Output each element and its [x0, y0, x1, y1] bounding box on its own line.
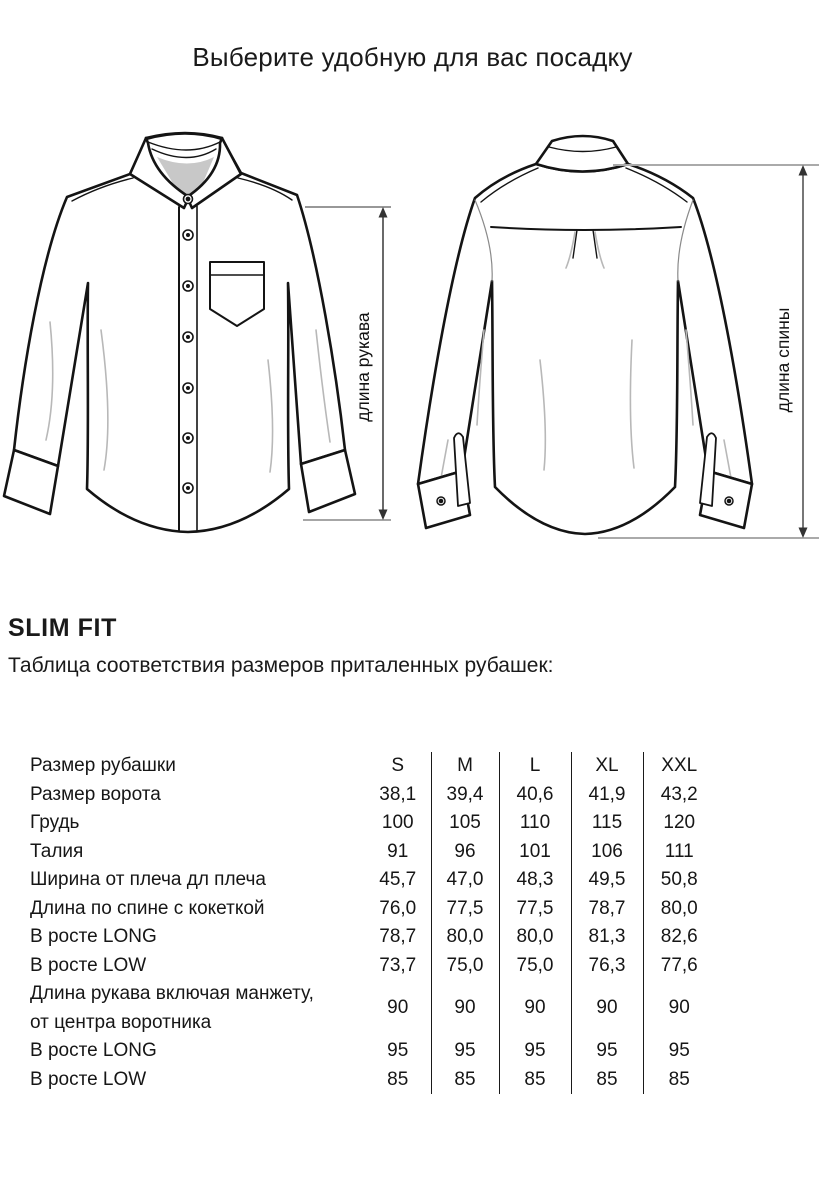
cell-value: 80,0 — [643, 895, 715, 924]
row-label: Грудь — [30, 812, 80, 833]
cell-value: 111 — [643, 838, 715, 867]
cell-value: 80,0 — [431, 923, 499, 952]
size-header-s: S — [391, 755, 405, 776]
row-label-line2: от центра воротника — [30, 1011, 212, 1033]
table-row-sleeve-low — [30, 1066, 715, 1095]
size-table — [30, 752, 715, 1094]
row-label — [30, 980, 365, 1037]
size-header-m: M — [431, 752, 499, 781]
back-length-label: длина спины — [773, 307, 793, 413]
table-row-long — [30, 923, 715, 952]
fit-heading: SLIM FIT — [8, 614, 117, 642]
cell-value: 85 — [387, 1068, 409, 1090]
cell-value: 85 — [571, 1066, 643, 1095]
cell-value: 90 — [387, 997, 409, 1019]
cell-value: 91 — [387, 840, 409, 862]
cell-value: 47,0 — [431, 866, 499, 895]
cell-value: 75,0 — [499, 952, 571, 981]
row-label: В росте LONG — [30, 926, 157, 947]
cell-value: 76,0 — [379, 897, 417, 919]
shirt-back-drawing — [418, 136, 752, 534]
cell-value: 115 — [571, 809, 643, 838]
cell-value: 106 — [571, 838, 643, 867]
cell-value: 76,3 — [571, 952, 643, 981]
cell-value: 43,2 — [643, 781, 715, 810]
sleeve-length-label: длина рукава — [353, 312, 373, 422]
row-label: Талия — [30, 840, 84, 862]
row-label: В росте LOW — [30, 954, 147, 976]
cell-value: 78,7 — [571, 895, 643, 924]
cell-value: 95 — [499, 1037, 571, 1066]
cell-value: 77,5 — [431, 895, 499, 924]
cell-value: 95 — [643, 1037, 715, 1066]
table-row-waist — [30, 838, 715, 867]
cell-value: 73,7 — [379, 954, 417, 976]
cell-value: 95 — [431, 1037, 499, 1066]
row-label: Размер ворота — [30, 783, 161, 805]
cell-value: 85 — [643, 1066, 715, 1095]
row-label-line1: Длина рукава включая манжету, — [30, 983, 314, 1004]
cell-value: 78,7 — [379, 926, 417, 947]
table-row-shoulder — [30, 866, 715, 895]
row-label: Длина по спине с кокеткой — [30, 897, 265, 919]
size-header-xl: XL — [571, 752, 643, 781]
cell-value: 49,5 — [571, 866, 643, 895]
cell-value: 90 — [643, 980, 715, 1037]
cell-value: 120 — [643, 809, 715, 838]
cell-value: 90 — [499, 980, 571, 1037]
size-header-xxl: XXL — [643, 752, 715, 781]
cell-value: 39,4 — [431, 781, 499, 810]
back-collar — [536, 136, 628, 172]
cell-value: 101 — [499, 838, 571, 867]
cell-value: 45,7 — [379, 869, 417, 890]
cell-value: 81,3 — [571, 923, 643, 952]
table-row-back-length — [30, 895, 715, 924]
cell-value: 41,9 — [571, 781, 643, 810]
cell-value: 90 — [431, 980, 499, 1037]
page-title: Выберите удобную для вас посадку — [192, 42, 633, 72]
row-label: Ширина от плеча дл плеча — [30, 869, 266, 890]
table-row-sleeve-length — [30, 980, 715, 1037]
row-label: В росте LONG — [30, 1040, 157, 1061]
cell-value: 95 — [571, 1037, 643, 1066]
cell-value: 40,6 — [499, 781, 571, 810]
cell-value: 38,1 — [379, 783, 417, 805]
cell-value: 80,0 — [499, 923, 571, 952]
cell-value: 85 — [499, 1066, 571, 1095]
table-row-chest — [30, 809, 715, 838]
cell-value: 90 — [571, 980, 643, 1037]
table-row-sleeve-long — [30, 1037, 715, 1066]
shirt-diagram — [0, 95, 825, 565]
cell-value: 96 — [431, 838, 499, 867]
table-row-collar — [30, 781, 715, 810]
cell-value: 100 — [381, 812, 414, 833]
shirt-front-drawing — [4, 133, 355, 532]
table-row-sizes — [30, 752, 715, 781]
cell-value: 110 — [499, 809, 571, 838]
table-row-low — [30, 952, 715, 981]
cell-value: 77,5 — [499, 895, 571, 924]
size-header-l: L — [499, 752, 571, 781]
cell-value: 85 — [431, 1066, 499, 1095]
cell-value: 82,6 — [643, 923, 715, 952]
table-subtitle: Таблица соответствия размеров приталенных рубашек: — [8, 654, 554, 677]
row-label: В росте LOW — [30, 1068, 147, 1090]
cell-value: 48,3 — [499, 866, 571, 895]
cell-value: 95 — [387, 1040, 409, 1061]
cell-value: 50,8 — [643, 866, 715, 895]
row-label: Размер рубашки — [30, 755, 176, 776]
cell-value: 75,0 — [431, 952, 499, 981]
cell-value: 77,6 — [643, 952, 715, 981]
cell-value: 105 — [431, 809, 499, 838]
